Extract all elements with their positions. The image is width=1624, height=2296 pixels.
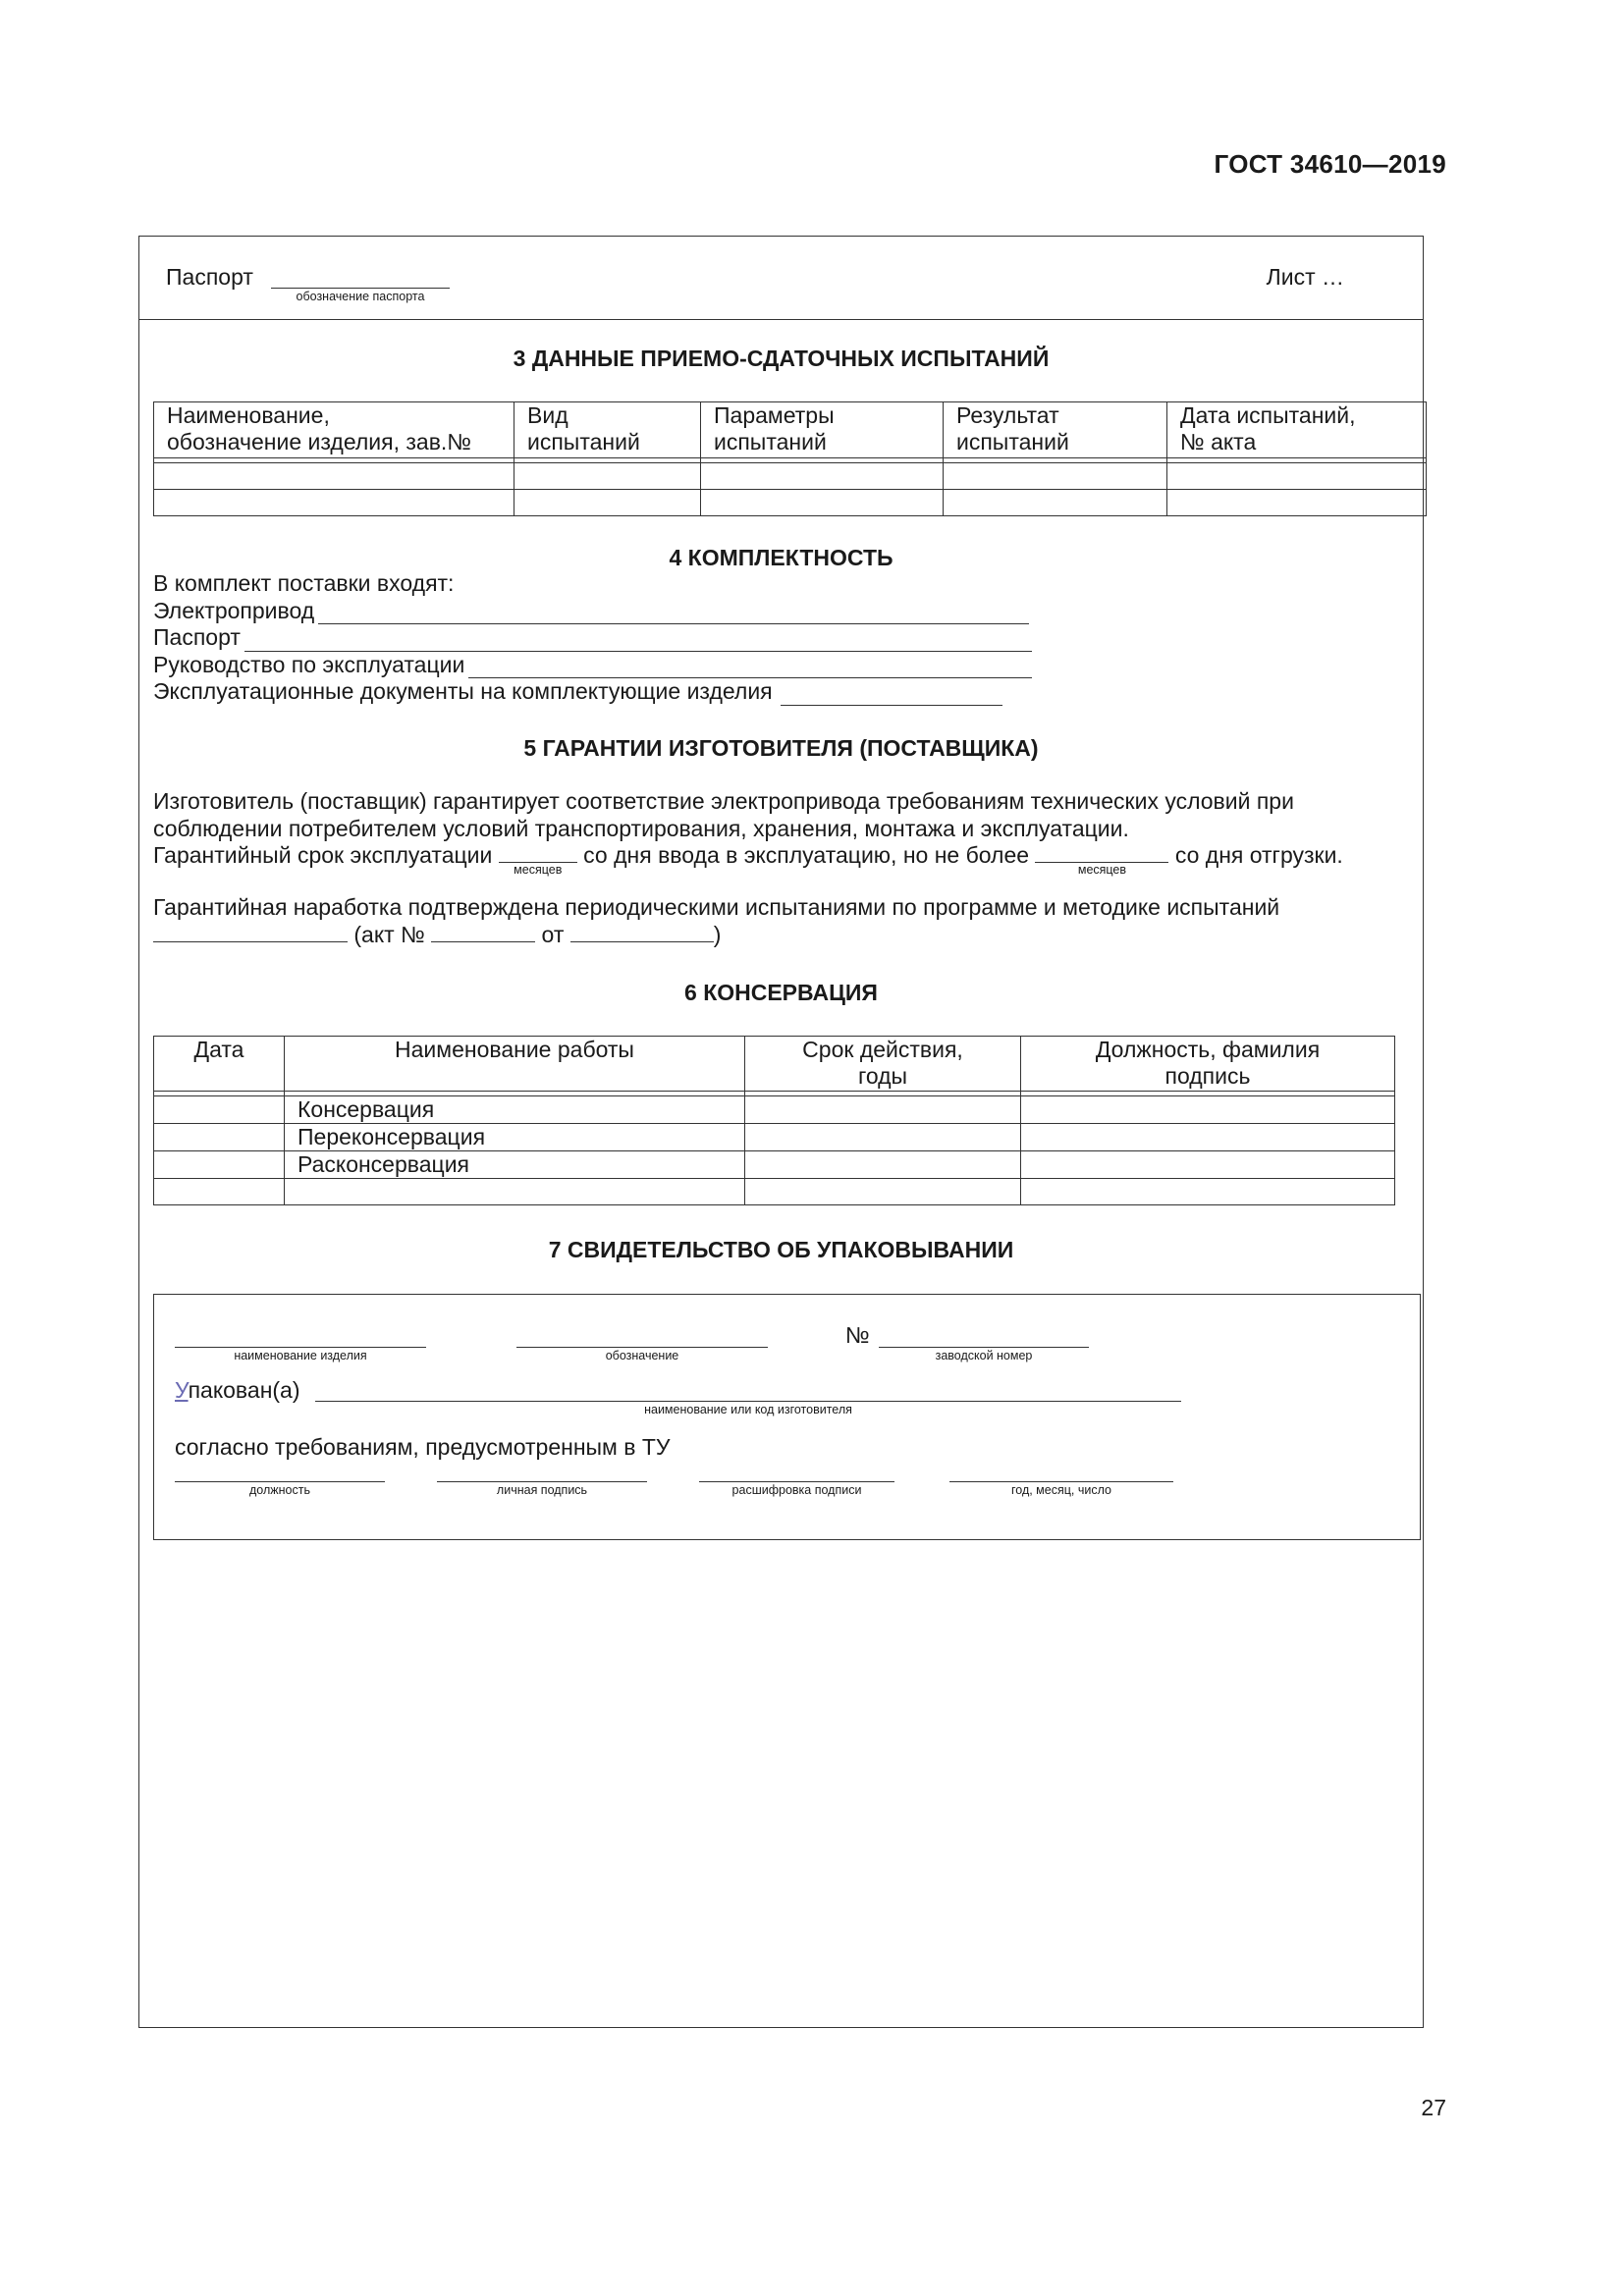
column-header: Результат испытаний — [944, 402, 1167, 458]
column-header: Параметры испытаний — [701, 402, 944, 458]
signature-caption: личная подпись — [496, 1483, 588, 1497]
passport-designation-line — [271, 288, 450, 289]
serial-number-line — [879, 1347, 1089, 1348]
list-item: Эксплуатационные документы на комплектующие изделия — [153, 678, 1032, 706]
delivery-set-list — [153, 570, 1032, 706]
section5-title: 5 ГАРАНТИИ ИЗГОТОВИТЕЛЯ (ПОСТАВЩИКА) — [523, 735, 1039, 761]
max-months-field: месяцев — [1035, 842, 1168, 863]
designation-line — [516, 1347, 768, 1348]
warranty-term-line: Гарантийный срок эксплуатации месяцев со дня ввода в эксплуатацию, но не более месяцев со дня отгрузки. — [153, 842, 1343, 877]
table-header-row — [154, 402, 1427, 458]
product-name-caption: наименование изделия — [234, 1349, 367, 1362]
form-header — [139, 237, 1423, 320]
designation-caption: обозначение — [605, 1349, 679, 1362]
table-row: Расконсервация — [154, 1151, 1395, 1179]
section4-title: 4 КОМПЛЕКТНОСТЬ — [669, 545, 893, 570]
passport-form-frame — [138, 236, 1424, 2028]
packing-certificate-box — [153, 1294, 1421, 1540]
column-header: Срок действия, годы — [745, 1037, 1021, 1092]
column-header: Вид испытаний — [514, 402, 701, 458]
table-row: Консервация — [154, 1096, 1395, 1124]
sheet-label: Лист … — [1266, 264, 1344, 290]
date-caption: год, месяц, число — [1010, 1483, 1111, 1497]
column-header: Должность, фамилия подпись — [1021, 1037, 1395, 1092]
packed-label: Упакован(а) — [175, 1377, 300, 1403]
runtime-text: Гарантийная наработка подтверждена периодическими испытаниями по программе и методике испытаний (акт № от ) — [153, 894, 1280, 947]
delivery-intro: В комплект поставки входят: — [153, 570, 455, 596]
list-item: Руководство по эксплуатации — [153, 652, 1032, 679]
page-number: 27 — [1421, 2095, 1446, 2120]
table-header-row — [154, 1037, 1395, 1092]
act-date-field — [570, 922, 714, 942]
standard-number: ГОСТ 34610—2019 — [1214, 149, 1446, 179]
section6-title: 6 КОНСЕРВАЦИЯ — [684, 980, 878, 1005]
according-text: согласно требованиям, предусмотренным в ТУ — [175, 1434, 671, 1460]
list-item: Паспорт — [153, 624, 1032, 652]
warranty-text: Изготовитель (поставщик) гарантирует соответствие электропривода требованиям технических условий при соблюдении потребителем условий транспортирования, хранения, монтажа и эксплуатации. Гарантийный срок эксплуатации месяцев со дня ввода в эксплуатацию, но не более месяцев со дня отгрузки. — [153, 788, 1343, 877]
section7-title: 7 СВИДЕТЕЛЬСТВО ОБ УПАКОВЫВАНИИ — [548, 1237, 1014, 1262]
serial-number-caption: заводской номер — [935, 1349, 1033, 1362]
runtime-act-line: (акт № от ) — [153, 922, 1279, 949]
product-name-line — [175, 1347, 426, 1348]
program-field — [153, 922, 348, 942]
position-line — [175, 1481, 385, 1482]
passport-designation-caption: обозначение паспорта — [296, 290, 425, 303]
list-item: Электропривод — [153, 598, 1032, 625]
signature-decoding-caption: расшифровка подписи — [731, 1483, 862, 1497]
number-sign: № — [845, 1322, 870, 1348]
act-number-field — [431, 922, 535, 942]
warranty-months-field: месяцев — [499, 842, 577, 863]
table-row — [154, 490, 1427, 516]
signature-decoding-line — [699, 1481, 894, 1482]
column-header: Дата испытаний, № акта — [1167, 402, 1427, 458]
passport-label: Паспорт — [166, 264, 253, 290]
manufacturer-line — [315, 1401, 1181, 1402]
date-line — [949, 1481, 1173, 1482]
table-row — [154, 463, 1427, 490]
column-header: Наименование, обозначение изделия, зав.№ — [154, 402, 514, 458]
section3-title: 3 ДАННЫЕ ПРИЕМО-СДАТОЧНЫХ ИСПЫТАНИЙ — [513, 346, 1050, 371]
conservation-table — [153, 1036, 1395, 1205]
acceptance-tests-table — [153, 401, 1427, 516]
table-row — [154, 1179, 1395, 1205]
signature-line — [437, 1481, 647, 1482]
table-row: Переконсервация — [154, 1124, 1395, 1151]
position-caption: должность — [249, 1483, 310, 1497]
column-header: Дата — [154, 1037, 285, 1092]
manufacturer-caption: наименование или код изготовителя — [644, 1403, 852, 1416]
column-header: Наименование работы — [285, 1037, 745, 1092]
